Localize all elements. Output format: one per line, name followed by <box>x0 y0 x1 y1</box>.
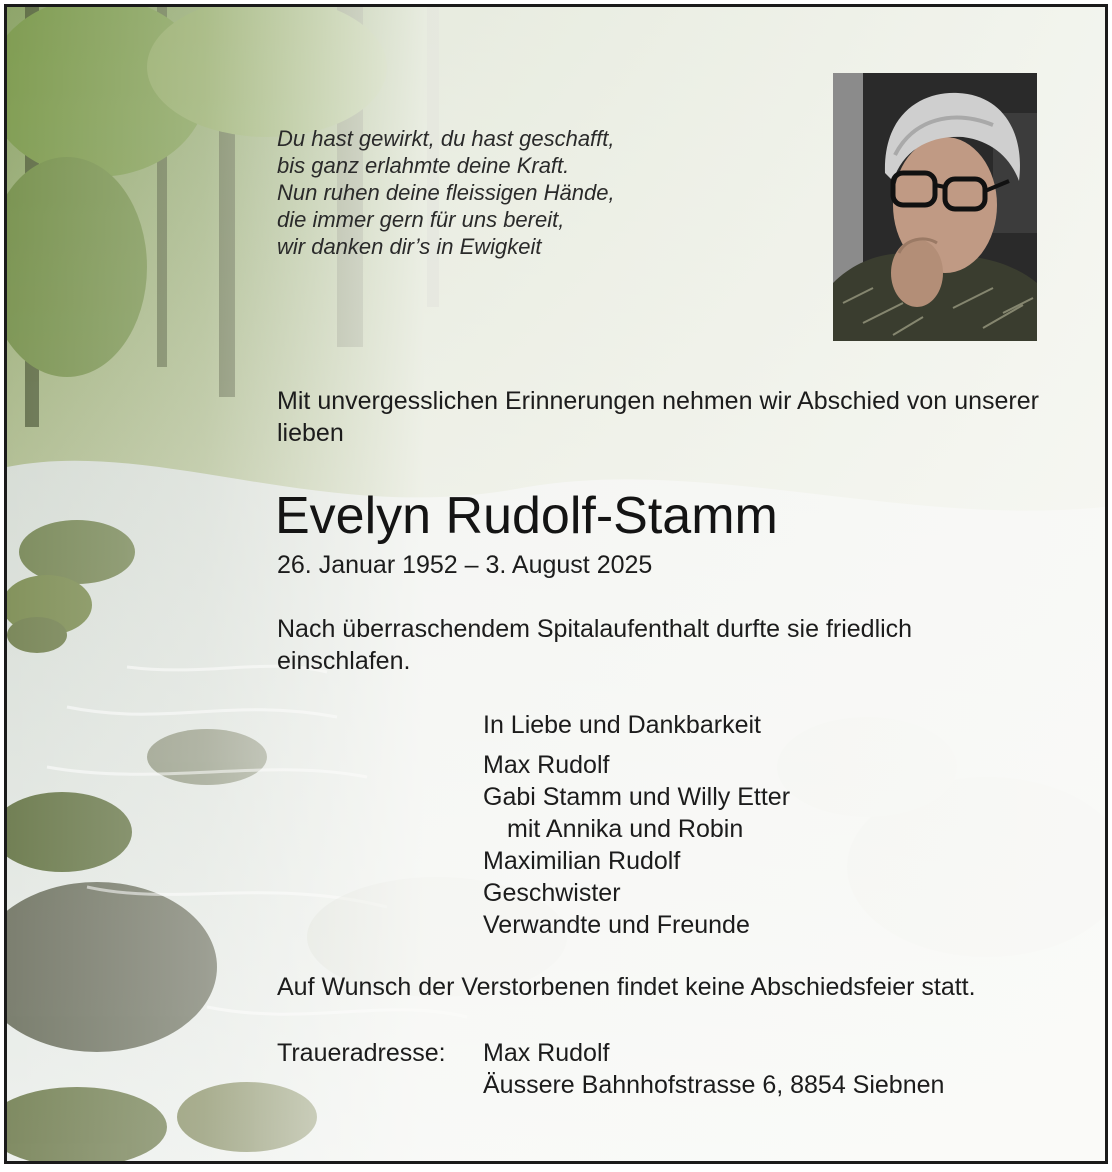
mourner: mit Annika und Robin <box>507 815 744 843</box>
portrait-photo <box>833 73 1037 341</box>
signoff: In Liebe und Dankbarkeit <box>483 711 761 739</box>
passing-message: Nach überraschendem Spitalaufenthalt durfte sie friedlich einschlafen. <box>277 615 913 675</box>
address-label: Traueradresse: <box>277 1039 446 1067</box>
address-name: Max Rudolf <box>483 1039 610 1067</box>
mourner: Geschwister <box>483 879 621 907</box>
memorial-poem <box>277 125 615 260</box>
ceremony-note: Auf Wunsch der Verstorbenen findet keine Abschiedsfeier statt. <box>277 973 976 1001</box>
mourner: Max Rudolf <box>483 751 610 779</box>
mourner: Maximilian Rudolf <box>483 847 681 875</box>
life-dates: 26. Januar 1952 – 3. August 2025 <box>277 551 653 579</box>
address-street: Äussere Bahnhofstrasse 6, 8854 Siebnen <box>483 1071 945 1099</box>
poem-line: Du hast gewirkt, du hast geschafft, <box>277 126 615 151</box>
mourners-list <box>483 749 790 941</box>
mourner: Gabi Stamm und Willy Etter <box>483 783 791 811</box>
mourner: Verwandte und Freunde <box>483 911 750 939</box>
mourning-address <box>483 1037 944 1101</box>
poem-line: Nun ruhen deine fleissigen Hände, <box>277 180 615 205</box>
poem-line: die immer gern für uns bereit, <box>277 207 565 232</box>
deceased-name: Evelyn Rudolf-Stamm <box>275 487 778 545</box>
poem-line: wir danken dir’s in Ewigkeit <box>277 234 542 259</box>
intro-text: Mit unvergesslichen Erinnerungen nehmen wir Abschied von unserer lieben <box>277 387 1039 447</box>
poem-line: bis ganz erlahmte deine Kraft. <box>277 153 570 178</box>
death-notice <box>4 4 1108 1164</box>
